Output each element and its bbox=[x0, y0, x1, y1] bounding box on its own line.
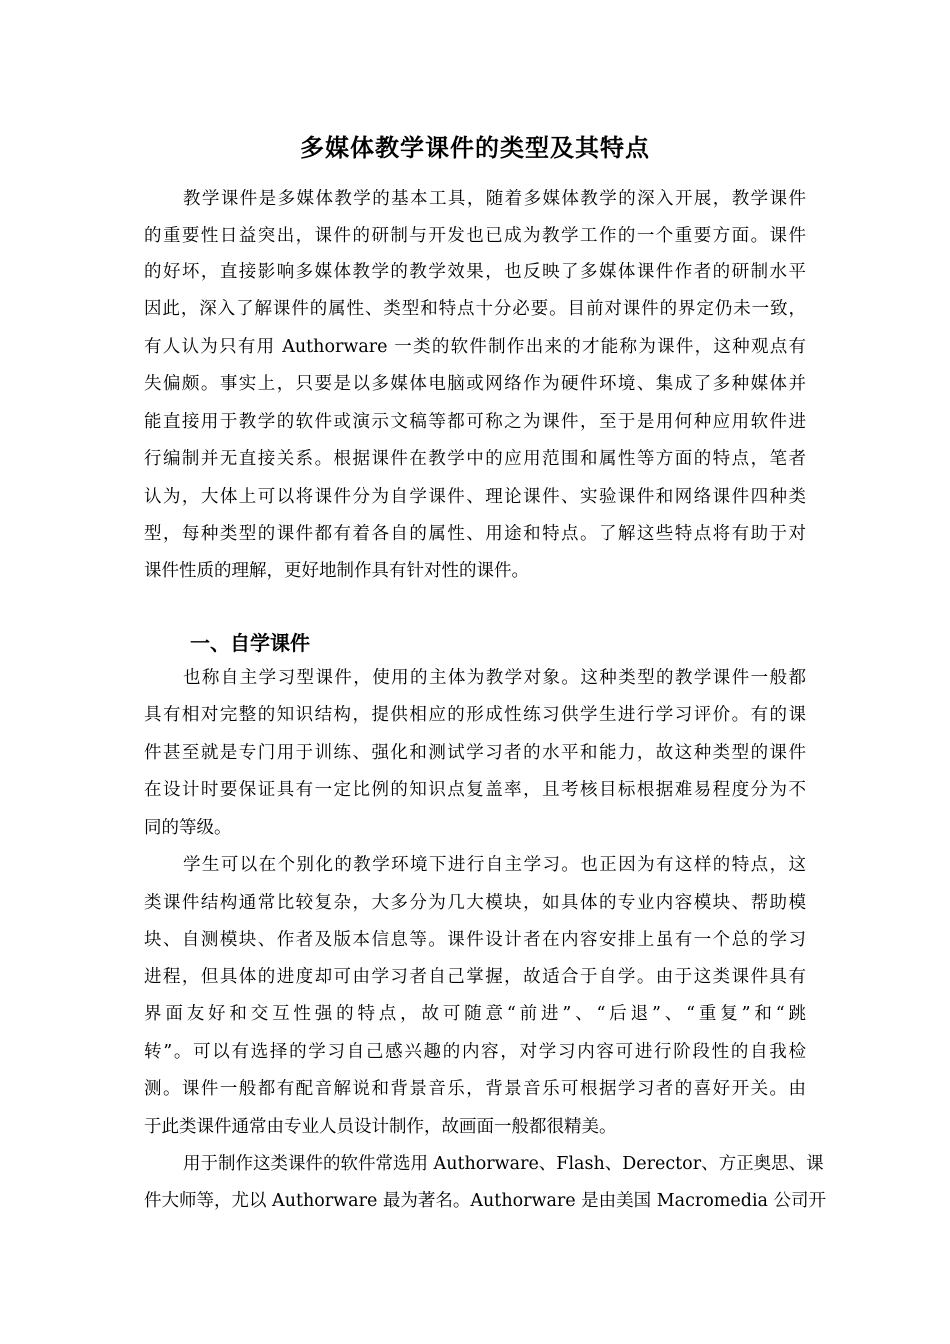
paragraph-line: 件甚至就是专门用于训练、强化和测试学习者的水平和能力，故这种类型的课件 bbox=[144, 743, 806, 763]
intro-line: 的好坏，直接影响多媒体教学的教学效果，也反映了多媒体课件作者的研制水平 bbox=[144, 262, 806, 282]
intro-line: 的重要性日益突出，课件的研制与开发也已成为教学工作的一个重要方面。课件 bbox=[144, 226, 806, 246]
intro-line: 行编制并无直接关系。根据课件在教学中的应用范围和属性等方面的特点，笔者 bbox=[144, 449, 806, 469]
paragraph-line: 同的等级。 bbox=[144, 818, 232, 838]
document-title: 多媒体教学课件的类型及其特点 bbox=[300, 133, 650, 162]
paragraph-line: 学生可以在个别化的教学环境下进行自主学习。也正因为有这样的特点，这 bbox=[183, 855, 806, 875]
paragraph-line: 也称自主学习型课件，使用的主体为教学对象。这种类型的教学课件一般都 bbox=[183, 668, 806, 688]
paragraph-line: 块、自测模块、作者及版本信息等。课件设计者在内容安排上虽有一个总的学习 bbox=[144, 930, 806, 950]
paragraph-line: 用于制作这类课件的软件常选用 Authorware、Flash、Derector、方正奥思、课 bbox=[183, 1154, 824, 1174]
intro-line: 认为，大体上可以将课件分为自学课件、理论课件、实验课件和网络课件四种类 bbox=[144, 487, 806, 507]
intro-line: 有人认为只有用 Authorware 一类的软件制作出来的才能称为课件，这种观点有 bbox=[144, 337, 806, 357]
paragraph-line: 进程，但具体的进度却可由学习者自己掌握，故适合于自学。由于这类课件具有 bbox=[144, 967, 806, 987]
paragraph-line: 测。课件一般都有配音解说和背景音乐，背景音乐可根据学习者的喜好开关。由 bbox=[144, 1079, 806, 1099]
intro-line: 能直接用于教学的软件或演示文稿等都可称之为课件，至于是用何种应用软件进 bbox=[144, 412, 806, 432]
intro-line: 失偏颇。事实上，只要是以多媒体电脑或网络作为硬件环境、集成了多种媒体并 bbox=[144, 374, 806, 394]
paragraph-line: 于此类课件通常由专业人员设计制作，故画面一般都很精美。 bbox=[144, 1117, 617, 1137]
paragraph-line: 类课件结构通常比较复杂，大多分为几大模块，如具体的专业内容模块、帮助模 bbox=[144, 893, 806, 913]
paragraph-line: 界面友好和交互性强的特点，故可随意“前进”、“后退”、“重复”和“跳 bbox=[144, 1004, 806, 1024]
intro-line: 因此，深入了解课件的属性、类型和特点十分必要。目前对课件的界定仍未一致， bbox=[144, 299, 806, 319]
paragraph-line: 转”。可以有选择的学习自己感兴趣的内容，对学习内容可进行阶段性的自我检 bbox=[144, 1042, 806, 1062]
paragraph-line: 在设计时要保证具有一定比例的知识点复盖率，且考核目标根据难易程度分为不 bbox=[144, 780, 806, 800]
paragraph-line: 件大师等，尤以 Authorware 最为著名。Authorware 是由美国 Macromedia 公司开 bbox=[144, 1191, 827, 1211]
section-heading: 一、自学课件 bbox=[190, 631, 310, 655]
intro-line: 型，每种类型的课件都有着各自的属性、用途和特点。了解这些特点将有助于对 bbox=[144, 524, 806, 544]
intro-line: 课件性质的理解，更好地制作具有针对性的课件。 bbox=[144, 561, 529, 581]
paragraph-line: 具有相对完整的知识结构，提供相应的形成性练习供学生进行学习评价。有的课 bbox=[144, 705, 806, 725]
intro-line: 教学课件是多媒体教学的基本工具，随着多媒体教学的深入开展，教学课件 bbox=[183, 189, 806, 209]
